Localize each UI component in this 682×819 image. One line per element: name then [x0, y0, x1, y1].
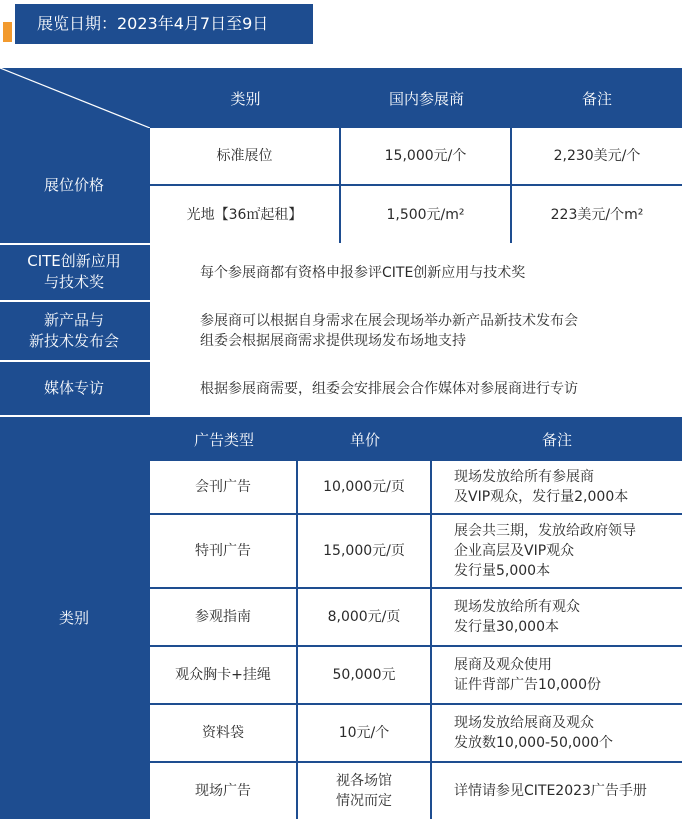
- ad-price-cell: [298, 763, 430, 819]
- note-line: 证件背部广告10,000份: [454, 677, 601, 693]
- ad-price-cell: [298, 705, 430, 761]
- info-row-cite-award: [0, 245, 682, 300]
- label-line: 新产品与: [43, 311, 104, 329]
- ad-type-cell: 资料袋: [150, 705, 296, 761]
- price-line: 8,000元/页: [327, 609, 401, 625]
- ad-category-label: 类别: [58, 608, 89, 627]
- ad-type-cell: 会刊广告: [150, 461, 296, 513]
- label-line: 与技术奖: [43, 273, 104, 291]
- media-interview-label: 媒体专访: [43, 379, 104, 397]
- booth-domestic-standard: 15,000元/个: [341, 128, 510, 184]
- ad-price-cell: [298, 515, 430, 587]
- header-notes: 备注: [581, 89, 612, 108]
- ad-type-cell: 参观指南: [150, 589, 296, 645]
- ad-price-cell: [298, 589, 430, 645]
- info-text-line: 每个参展商都有资格申报参评CITE创新应用与技术奖: [200, 264, 526, 281]
- note-line: 展会共三期，发放给政府领导: [454, 523, 636, 539]
- ad-notes-cell: [432, 515, 682, 587]
- cite-award-text: [150, 245, 682, 300]
- note-line: 企业高层及VIP观众: [454, 543, 575, 559]
- price-line: 10元/个: [338, 725, 390, 741]
- launch-event-label: [0, 302, 148, 360]
- label-line: 新技术发布会: [28, 332, 119, 350]
- info-row-launch-event: [0, 302, 682, 360]
- ad-price-cell: [298, 647, 430, 703]
- ad-notes-cell: [432, 589, 682, 645]
- ad-header-notes: 备注: [541, 430, 572, 449]
- ad-notes-cell: [432, 647, 682, 703]
- ad-notes-cell: [432, 705, 682, 761]
- header-domestic-exhibitor: 国内参展商: [388, 89, 464, 108]
- ad-type-cell: 现场广告: [150, 763, 296, 819]
- booth-notes-raw-space: 223美元/个m²: [512, 186, 682, 243]
- launch-event-text: [150, 302, 682, 360]
- exhibition-date-banner: 展览日期：2023年4月7日至9日: [15, 4, 313, 44]
- booth-domestic-raw-space: 1,500元/m²: [341, 186, 510, 243]
- booth-type-standard: 标准展位: [150, 128, 339, 184]
- price-line: 15,000元/页: [323, 543, 405, 559]
- info-row-media-interview: [0, 362, 682, 415]
- note-line: 发行量5,000本: [454, 563, 551, 579]
- header-diagonal-line: [0, 68, 150, 128]
- note-line: 展商及观众使用: [454, 657, 552, 673]
- note-line: 及VIP观众，发行量2,000本: [454, 489, 629, 505]
- booth-price-label: 展位价格: [43, 176, 104, 194]
- advertising-table: [0, 417, 682, 819]
- ad-price-cell: [298, 461, 430, 513]
- label-line: CITE创新应用: [27, 252, 121, 270]
- note-line: 发行量30,000本: [454, 619, 559, 635]
- note-line: 现场发放给展商及观众: [454, 715, 594, 731]
- booth-notes-standard: 2,230美元/个: [512, 128, 682, 184]
- note-line: 现场发放给所有观众: [454, 599, 580, 615]
- booth-price-table: [0, 68, 682, 243]
- note-line: 发放数10,000-50,000个: [454, 735, 614, 751]
- media-interview-text: [150, 362, 682, 415]
- ad-notes-cell: [432, 461, 682, 513]
- date-accent-bar: [3, 22, 12, 42]
- info-text-line: 根据参展商需要，组委会安排展会合作媒体对参展商进行专访: [200, 380, 578, 397]
- header-category: 类别: [230, 89, 261, 108]
- price-line: 视各场馆: [336, 773, 392, 789]
- info-text-line: 组委会根据展商需求提供现场发布场地支持: [200, 333, 466, 349]
- ad-header-type: 广告类型: [193, 430, 254, 449]
- ad-header-price: 单价: [349, 430, 380, 449]
- price-line: 50,000元: [332, 667, 396, 683]
- ad-notes-cell: [432, 763, 682, 819]
- ad-type-cell: 特刊广告: [150, 515, 296, 587]
- price-line: 情况而定: [336, 793, 392, 809]
- price-line: 10,000元/页: [323, 479, 405, 495]
- cite-award-label: [0, 245, 148, 300]
- note-line: 现场发放给所有参展商: [454, 469, 594, 485]
- booth-type-raw-space: 光地【36㎡起租】: [150, 186, 339, 243]
- note-line: 详情请参见CITE2023广告手册: [454, 783, 647, 799]
- ad-type-cell: 观众胸卡+挂绳: [150, 647, 296, 703]
- info-text-line: 参展商可以根据自身需求在展会现场举办新产品新技术发布会: [200, 313, 578, 329]
